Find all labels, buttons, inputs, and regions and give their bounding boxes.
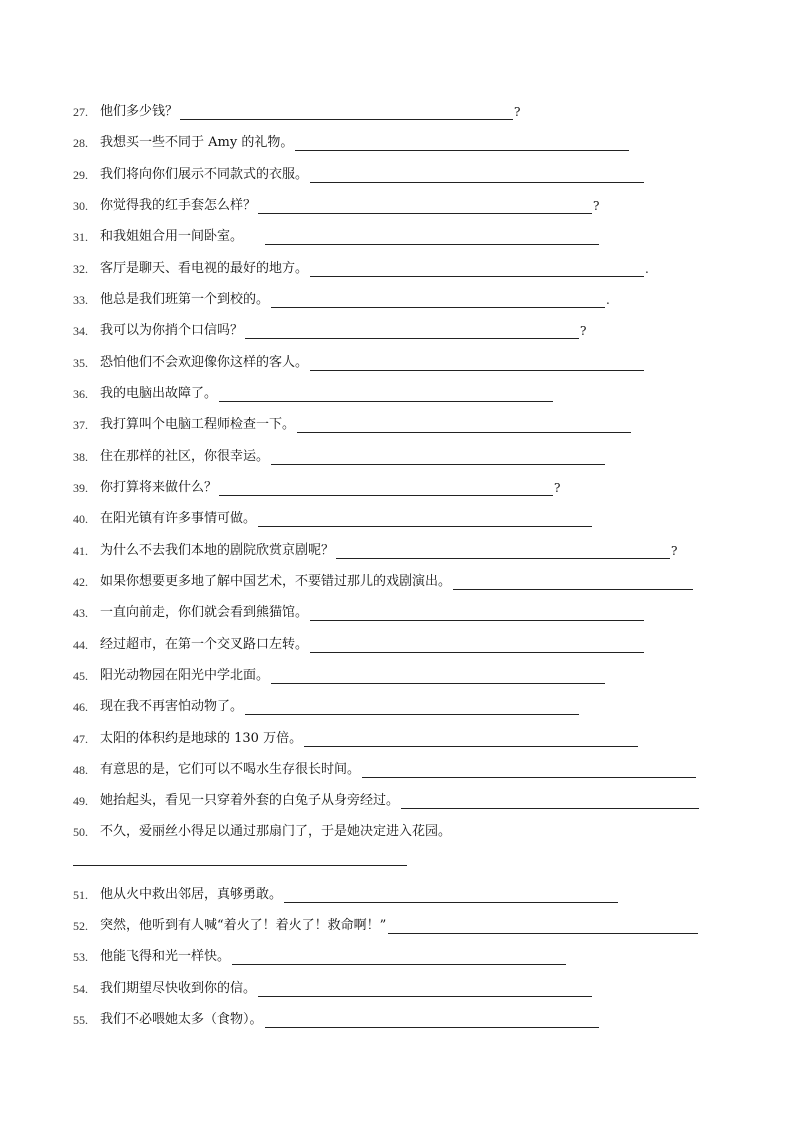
answer-blank[interactable] (388, 919, 698, 934)
item-number: 39. (73, 481, 88, 495)
list-item (73, 507, 593, 527)
item-tail: ? (514, 105, 521, 119)
item-number: 43. (73, 606, 88, 620)
item-number: 54. (73, 982, 88, 996)
answer-blank[interactable] (73, 865, 407, 866)
list-item (73, 194, 599, 214)
item-text: 为什么不去我们本地的剧院欣赏京剧呢？ (100, 543, 335, 558)
item-text: 有意思的是，它们可以不喝水生存很长时间。 (100, 762, 361, 777)
item-number: 31. (73, 230, 88, 244)
item-number: 50. (73, 825, 88, 839)
answer-blank[interactable] (453, 575, 693, 590)
item-text: 他们多少钱？ (100, 104, 179, 119)
item-tail: ? (593, 199, 600, 213)
item-text: 他总是我们班第一个到校的。 (100, 292, 270, 307)
item-text: 他能飞得和光一样快。 (100, 949, 231, 964)
item-number: 32. (73, 262, 88, 276)
item-tail: . (606, 293, 610, 307)
item-text: 经过超市，在第一个交叉路口左转。 (100, 637, 309, 652)
list-item (73, 100, 520, 120)
list-item (73, 820, 452, 840)
list-item (73, 257, 649, 277)
item-tail: . (645, 262, 649, 276)
list-item (73, 413, 632, 433)
item-number: 49. (73, 794, 88, 808)
item-text: 一直向前走，你们就会看到熊猫馆。 (100, 605, 309, 620)
answer-blank[interactable] (245, 700, 579, 715)
list-item (73, 445, 606, 465)
item-tail: ? (671, 544, 678, 558)
item-number: 41. (73, 544, 88, 558)
list-item (73, 570, 694, 590)
answer-blank[interactable] (232, 950, 566, 965)
list-item (73, 633, 645, 653)
item-number: 44. (73, 638, 88, 652)
item-text: 我们将向你们展示不同款式的衣服。 (100, 167, 309, 182)
list-item (73, 727, 639, 747)
answer-blank[interactable] (258, 199, 592, 214)
list-item (73, 319, 586, 339)
list-item (73, 695, 580, 715)
item-text: 在阳光镇有许多事情可做。 (100, 511, 257, 526)
answer-blank[interactable] (219, 387, 553, 402)
item-number: 28. (73, 136, 88, 150)
answer-blank[interactable] (284, 888, 618, 903)
item-number: 45. (73, 669, 88, 683)
item-number: 42. (73, 575, 88, 589)
answer-blank[interactable] (304, 732, 638, 747)
item-text: 和我姐姐合用一间卧室。 (100, 229, 244, 244)
answer-blank[interactable] (362, 763, 696, 778)
item-text: 恐怕他们不会欢迎像你这样的客人。 (100, 355, 309, 370)
item-text: 你觉得我的红手套怎么样？ (100, 198, 257, 213)
answer-blank[interactable] (310, 262, 644, 277)
answer-blank[interactable] (295, 136, 629, 151)
item-text: 她抬起头，看见一只穿着外套的白兔子从身旁经过。 (100, 793, 400, 808)
list-item (73, 789, 700, 809)
answer-blank[interactable] (219, 481, 553, 496)
list-item (73, 288, 610, 308)
answer-blank[interactable] (310, 638, 644, 653)
item-number: 27. (73, 105, 88, 119)
list-item (73, 664, 606, 684)
item-number: 52. (73, 919, 88, 933)
answer-blank[interactable] (401, 794, 699, 809)
item-number: 29. (73, 168, 88, 182)
item-tail: ? (580, 324, 587, 338)
answer-blank[interactable] (271, 293, 605, 308)
item-number: 46. (73, 700, 88, 714)
answer-blank[interactable] (265, 230, 599, 245)
answer-blank[interactable] (336, 544, 670, 559)
item-number: 34. (73, 324, 88, 338)
item-text: 我们期望尽快收到你的信。 (100, 981, 257, 996)
list-item (73, 131, 630, 151)
item-text: 突然，他听到有人喊“着火了！着火了！救命啊！” (100, 918, 387, 933)
item-number: 51. (73, 888, 88, 902)
item-number: 38. (73, 450, 88, 464)
item-text: 住在那样的社区，你很幸运。 (100, 449, 270, 464)
list-item (73, 601, 645, 621)
list-item (73, 758, 697, 778)
list-item (73, 225, 600, 245)
answer-blank[interactable] (310, 356, 644, 371)
item-number: 53. (73, 950, 88, 964)
list-item (73, 914, 699, 934)
list-item (73, 1008, 600, 1028)
item-text: 太阳的体积约是地球的 130 万倍。 (100, 731, 303, 746)
item-number: 35. (73, 356, 88, 370)
answer-blank[interactable] (180, 105, 513, 120)
item-number: 48. (73, 763, 88, 777)
item-text: 阳光动物园在阳光中学北面。 (100, 668, 270, 683)
answer-blank[interactable] (310, 606, 644, 621)
item-text: 我可以为你捎个口信吗？ (100, 323, 244, 338)
list-item (73, 945, 567, 965)
item-number: 37. (73, 418, 88, 432)
answer-blank[interactable] (310, 168, 644, 183)
list-item (73, 163, 645, 183)
answer-blank[interactable] (271, 669, 605, 684)
list-item (73, 351, 645, 371)
item-number: 55. (73, 1013, 88, 1027)
list-item (73, 883, 619, 903)
item-text: 你打算将来做什么？ (100, 480, 218, 495)
list-item (73, 382, 554, 402)
item-text: 我想买一些不同于 Amy 的礼物。 (100, 135, 294, 150)
answer-blank[interactable] (297, 418, 631, 433)
item-number: 47. (73, 732, 88, 746)
answer-blank[interactable] (265, 1013, 599, 1028)
item-number: 33. (73, 293, 88, 307)
answer-blank[interactable] (245, 324, 579, 339)
item-text: 我打算叫个电脑工程师检查一下。 (100, 417, 296, 432)
item-number: 36. (73, 387, 88, 401)
item-number: 30. (73, 199, 88, 213)
item-number: 40. (73, 512, 88, 526)
answer-blank[interactable] (271, 450, 605, 465)
list-item (73, 977, 593, 997)
list-item (73, 476, 560, 496)
item-tail: ? (554, 481, 561, 495)
item-text: 我的电脑出故障了。 (100, 386, 218, 401)
item-text: 不久，爱丽丝小得足以通过那扇门了，于是她决定进入花园。 (100, 824, 452, 839)
answer-blank[interactable] (258, 512, 592, 527)
answer-blank[interactable] (258, 982, 592, 997)
item-text: 我们不必喂她太多（食物）。 (100, 1012, 263, 1027)
item-text: 他从火中救出邻居，真够勇敢。 (100, 887, 283, 902)
item-text: 客厅是聊天、看电视的最好的地方。 (100, 261, 309, 276)
list-item (73, 539, 677, 559)
item-text: 现在我不再害怕动物了。 (100, 699, 244, 714)
item-text: 如果你想要更多地了解中国艺术，不要错过那儿的戏剧演出。 (100, 574, 452, 589)
